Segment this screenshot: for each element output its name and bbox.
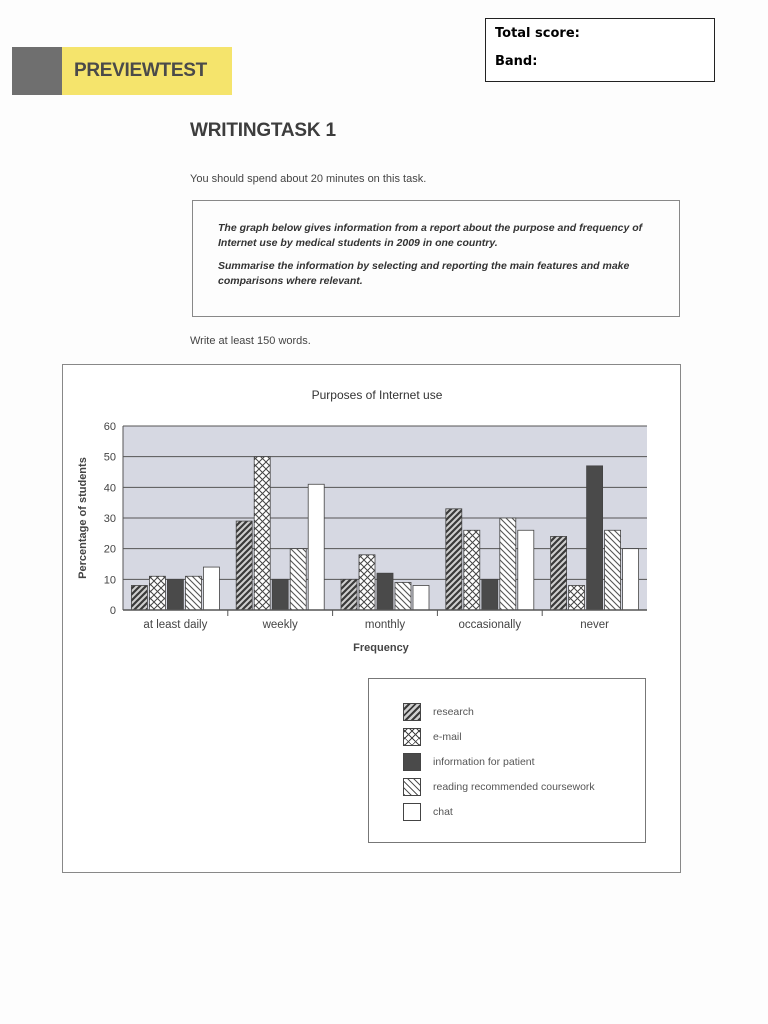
- legend-item: [403, 753, 535, 771]
- banner-label: PREVIEWTEST: [62, 47, 232, 95]
- y-tick-label: 60: [103, 421, 116, 433]
- x-axis-label: Frequency: [353, 642, 409, 654]
- bar-e-mail-occasionally: [464, 530, 480, 610]
- y-tick-label: 0: [109, 605, 116, 617]
- x-tick-label: weekly: [262, 619, 298, 631]
- bar-chat-occasionally: [518, 530, 534, 610]
- prompt-instruction: Summarise the information by selecting and reporting the main features and make comparisons where relevant.: [218, 260, 630, 287]
- legend-item: [403, 703, 474, 721]
- legend-item: [403, 728, 462, 746]
- y-tick-label: 20: [103, 543, 116, 556]
- band-label: Band:: [495, 54, 538, 69]
- bar-research-occasionally: [446, 509, 462, 610]
- y-tick-label: 10: [103, 574, 116, 587]
- bar-information-for-patient-occasionally: [482, 579, 498, 610]
- bar-reading-recommended-coursework-weekly: [290, 549, 306, 610]
- bar-reading-recommended-coursework-never: [605, 530, 621, 610]
- legend-item: [403, 778, 595, 796]
- y-tick-label: 30: [103, 513, 116, 525]
- bar-reading-recommended-coursework-monthly: [395, 582, 411, 610]
- bar-research-at-least-daily: [131, 585, 147, 610]
- prompt-description: The graph below gives information from a report about the purpose and frequency of Internet use by medical students in 2009 in one country.: [218, 222, 643, 249]
- legend-item: [403, 803, 453, 821]
- legend-label: chat: [433, 806, 453, 818]
- y-axis-label: Percentage of students: [77, 457, 89, 579]
- bar-information-for-patient-at-least-daily: [167, 579, 183, 610]
- bar-research-weekly: [236, 521, 252, 610]
- y-tick-label: 40: [103, 482, 116, 495]
- legend-swatch: [403, 778, 421, 796]
- y-tick-label: 50: [103, 451, 116, 464]
- word-count-instruction: Write at least 150 words.: [190, 335, 311, 347]
- task-title: WRITINGTASK 1: [190, 120, 336, 141]
- bar-chat-never: [623, 549, 639, 610]
- bar-e-mail-never: [569, 585, 585, 610]
- bar-reading-recommended-coursework-occasionally: [500, 518, 516, 610]
- legend-label: reading recommended coursework: [433, 781, 595, 793]
- x-tick-label: at least daily: [143, 619, 208, 631]
- legend-swatch: [403, 753, 421, 771]
- bar-reading-recommended-coursework-at-least-daily: [185, 576, 201, 610]
- bar-e-mail-weekly: [254, 457, 270, 610]
- legend-swatch: [403, 803, 421, 821]
- x-tick-label: never: [580, 619, 609, 631]
- total-score-label: Total score:: [495, 26, 580, 41]
- time-instruction: You should spend about 20 minutes on this task.: [190, 173, 427, 185]
- x-tick-label: occasionally: [458, 619, 522, 631]
- bar-e-mail-at-least-daily: [149, 576, 165, 610]
- x-tick-label: monthly: [364, 619, 406, 631]
- bar-research-monthly: [341, 579, 357, 610]
- bar-chat-weekly: [308, 484, 324, 610]
- bar-information-for-patient-weekly: [272, 579, 288, 610]
- legend-swatch: [403, 728, 421, 746]
- legend-swatch: [403, 703, 421, 721]
- chart-legend: [368, 678, 646, 843]
- bar-information-for-patient-monthly: [377, 573, 393, 610]
- bar-chat-at-least-daily: [203, 567, 219, 610]
- legend-label: information for patient: [433, 756, 535, 768]
- bar-information-for-patient-never: [587, 466, 603, 610]
- bar-research-never: [551, 536, 567, 610]
- chart-title: Purposes of Internet use: [311, 388, 443, 402]
- bar-chat-monthly: [413, 585, 429, 610]
- legend-label: e-mail: [433, 731, 462, 743]
- bar-e-mail-monthly: [359, 555, 375, 610]
- legend-label: research: [433, 706, 474, 718]
